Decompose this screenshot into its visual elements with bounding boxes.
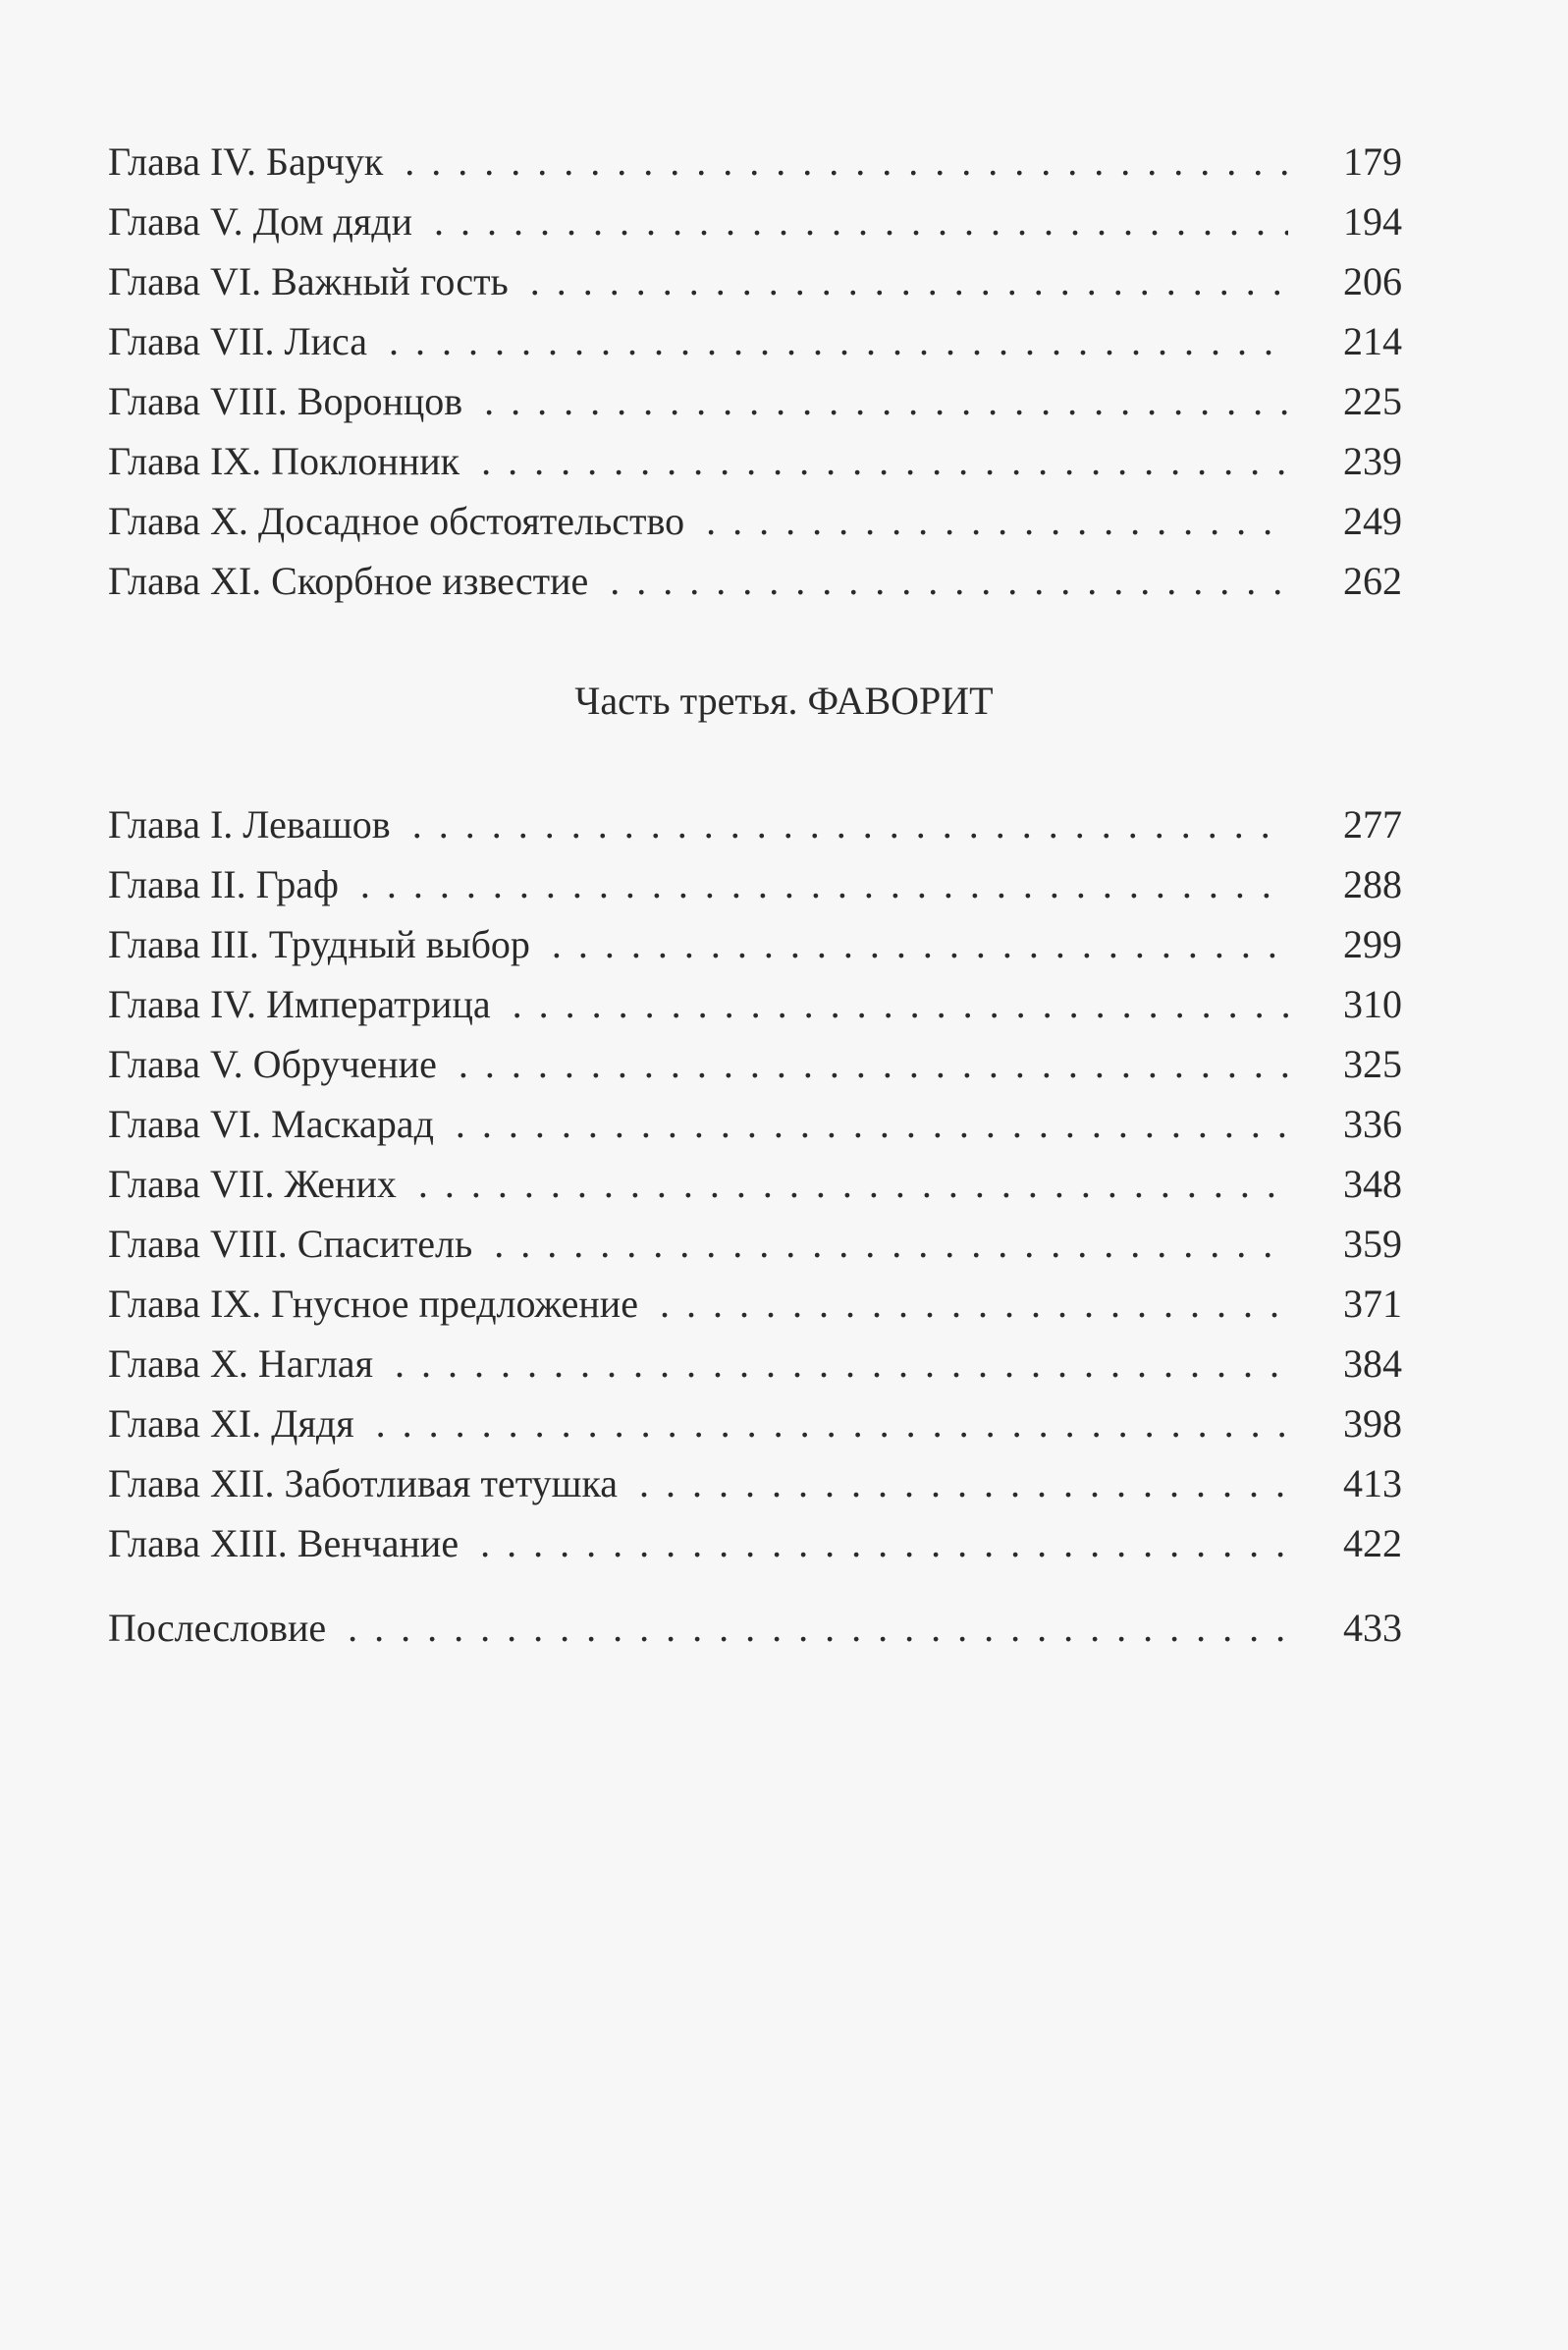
entry-title: Глава X. Досадное обстоятельство bbox=[108, 499, 685, 543]
dot-leader bbox=[376, 1398, 1288, 1449]
toc-entry bbox=[108, 376, 1402, 427]
dot-leader bbox=[610, 556, 1288, 607]
dot-leader bbox=[639, 1458, 1288, 1509]
dot-leader bbox=[434, 196, 1288, 247]
dot-leader bbox=[494, 1219, 1288, 1270]
toc-entry bbox=[108, 137, 1402, 188]
toc-entry bbox=[108, 1603, 1402, 1654]
toc-entry bbox=[108, 1099, 1402, 1150]
entry-page-number: 371 bbox=[1343, 1282, 1402, 1326]
dot-leader bbox=[481, 436, 1288, 487]
toc-entry bbox=[108, 799, 1402, 850]
toc-entry bbox=[108, 919, 1402, 970]
dot-leader bbox=[552, 919, 1288, 970]
toc-entry bbox=[108, 1518, 1402, 1569]
entry-page-number: 194 bbox=[1343, 199, 1402, 244]
entry-page-number: 433 bbox=[1343, 1606, 1402, 1650]
entry-page-number: 179 bbox=[1343, 139, 1402, 184]
entry-title: Глава VII. Жених bbox=[108, 1162, 397, 1206]
dot-leader bbox=[530, 256, 1288, 307]
entry-title: Глава X. Наглая bbox=[108, 1341, 373, 1386]
entry-page-number: 325 bbox=[1343, 1042, 1402, 1086]
entry-title: Глава VIII. Воронцов bbox=[108, 379, 463, 423]
entry-page-number: 422 bbox=[1343, 1521, 1402, 1565]
dot-leader bbox=[405, 137, 1288, 188]
entry-title: Глава VIII. Спаситель bbox=[108, 1222, 473, 1266]
dot-leader bbox=[480, 1518, 1288, 1569]
dot-leader bbox=[513, 979, 1288, 1030]
entry-page-number: 249 bbox=[1343, 499, 1402, 543]
entry-title: Глава V. Дом дяди bbox=[108, 199, 413, 244]
entry-title: Глава VII. Лиса bbox=[108, 319, 368, 363]
entry-title: Глава III. Трудный выбор bbox=[108, 922, 530, 966]
entry-page-number: 310 bbox=[1343, 982, 1402, 1026]
entry-title: Глава IV. Барчук bbox=[108, 139, 384, 184]
dot-leader bbox=[459, 1039, 1288, 1090]
toc-entry bbox=[108, 316, 1402, 367]
toc-entry bbox=[108, 496, 1402, 547]
entry-page-number: 288 bbox=[1343, 862, 1402, 906]
entry-title: Глава XI. Дядя bbox=[108, 1401, 354, 1446]
entry-title: Глава IX. Поклонник bbox=[108, 439, 460, 483]
toc-entry bbox=[108, 256, 1402, 307]
dot-leader bbox=[412, 799, 1288, 850]
toc-entry bbox=[108, 1219, 1402, 1270]
toc-entry bbox=[108, 1039, 1402, 1090]
entry-title: Глава VI. Маскарад bbox=[108, 1102, 434, 1146]
dot-leader bbox=[389, 316, 1288, 367]
toc-entry bbox=[108, 859, 1402, 910]
part-heading: Часть третья. ФАВОРИТ bbox=[574, 679, 994, 723]
entry-page-number: 277 bbox=[1343, 802, 1402, 847]
dot-leader bbox=[660, 1279, 1288, 1330]
entry-title: Глава IX. Гнусное предложение bbox=[108, 1282, 638, 1326]
toc-entry bbox=[108, 1279, 1402, 1330]
entry-title: Глава I. Левашов bbox=[108, 802, 391, 847]
toc-entry bbox=[108, 196, 1402, 247]
toc-entry bbox=[108, 1159, 1402, 1210]
entry-page-number: 384 bbox=[1343, 1341, 1402, 1386]
entry-title: Глава IV. Императрица bbox=[108, 982, 491, 1026]
toc-entry bbox=[108, 436, 1402, 487]
entry-page-number: 225 bbox=[1343, 379, 1402, 423]
dot-leader bbox=[418, 1159, 1288, 1210]
toc-entry bbox=[108, 1398, 1402, 1449]
entry-page-number: 262 bbox=[1343, 559, 1402, 603]
toc-entry bbox=[108, 556, 1402, 607]
dot-leader bbox=[456, 1099, 1288, 1150]
entry-page-number: 413 bbox=[1343, 1461, 1402, 1505]
entry-title: Глава XII. Заботливая тетушка bbox=[108, 1461, 619, 1505]
entry-page-number: 214 bbox=[1343, 319, 1402, 363]
entry-page-number: 299 bbox=[1343, 922, 1402, 966]
entry-title: Послесловие bbox=[108, 1606, 327, 1650]
entry-page-number: 206 bbox=[1343, 259, 1402, 303]
entry-page-number: 398 bbox=[1343, 1401, 1402, 1446]
toc-entry bbox=[108, 1458, 1402, 1509]
entry-title: Глава XI. Скорбное известие bbox=[108, 559, 589, 603]
entry-page-number: 359 bbox=[1343, 1222, 1402, 1266]
dot-leader bbox=[706, 496, 1288, 547]
entry-page-number: 348 bbox=[1343, 1162, 1402, 1206]
dot-leader bbox=[395, 1339, 1288, 1390]
entry-page-number: 239 bbox=[1343, 439, 1402, 483]
dot-leader bbox=[348, 1603, 1288, 1654]
entry-title: Глава VI. Важный гость bbox=[108, 259, 509, 303]
dot-leader bbox=[360, 859, 1288, 910]
toc-entry bbox=[108, 1339, 1402, 1390]
entry-title: Глава II. Граф bbox=[108, 862, 339, 906]
entry-title: Глава V. Обручение bbox=[108, 1042, 437, 1086]
toc-entry bbox=[108, 979, 1402, 1030]
entry-title: Глава XIII. Венчание bbox=[108, 1521, 460, 1565]
dot-leader bbox=[484, 376, 1288, 427]
entry-page-number: 336 bbox=[1343, 1102, 1402, 1146]
